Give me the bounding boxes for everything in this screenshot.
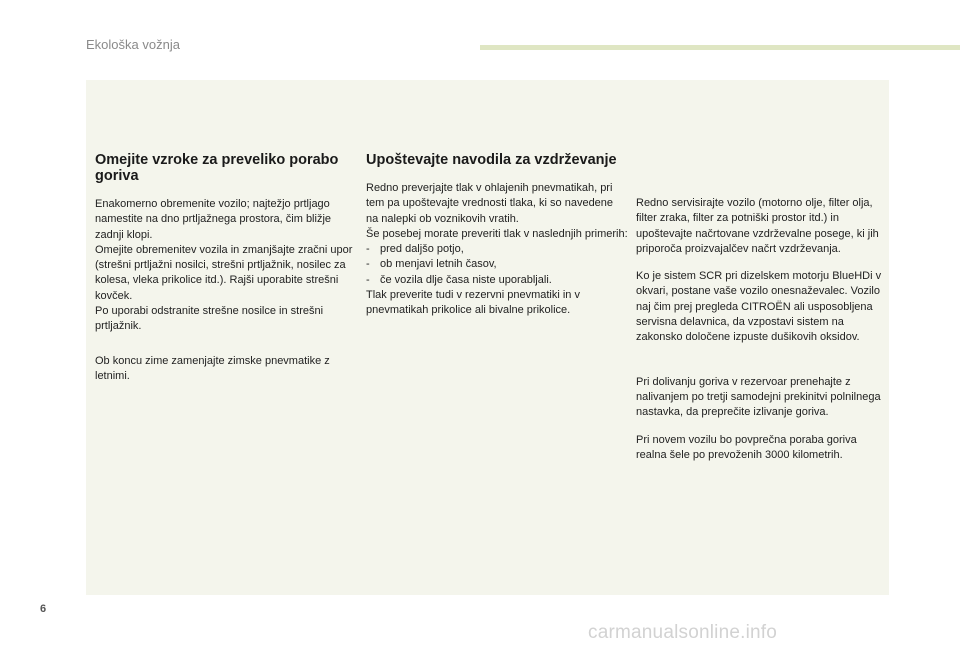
column-maintenance: [366, 152, 628, 319]
page-number: 6: [40, 603, 47, 615]
tyre-pressure-paragraph: Redno preverjajte tlak v ohlajenih pnevmatikah, pri tem pa upoštevajte vrednosti tlaka, ki so navedene na nalepki ob voznikovih vratih.: [366, 182, 614, 225]
scr-system-paragraph: Ko je sistem SCR pri dizelskem motorju BlueHDi v okvari, postane vaše vozilo onesnaževalec. Vozilo naj čim prej pregleda CITROËN ali usposobljena servisna delavnica, da vzpostavi sistem na zakonsko določene izpuste dušikovih oksidov.: [636, 270, 882, 344]
fuel-consumption-heading: Omejite vzroke za preveliko porabo goriva: [95, 152, 339, 184]
section-title: Ekološka vožnja: [86, 37, 180, 52]
pressure-cases-intro: Še posebej morate preveriti tlak v naslednjih primerih:: [366, 227, 628, 240]
servicing-paragraph: Redno servisirajte vozilo (motorno olje, filter olja, filter zraka, filter za potniški prostor itd.) in upoštevajte načrtovane vzdrževalne posege, ki jih priporoča proizvajalčev načrt vzdrževanja.: [636, 197, 879, 255]
column-fuel-consumption: [95, 152, 357, 384]
watermark: carmanualsonline.info: [588, 622, 778, 643]
average-consumption-paragraph: Pri novem vozilu bo povprečna poraba goriva realna šele po prevoženih 3000 kilometrih.: [636, 433, 857, 461]
roof-rack-paragraph: Po uporabi odstranite strešne nosilce in strešni prtljažnik.: [95, 305, 324, 333]
maintenance-heading: Upoštevajte navodila za vzdrževanje: [366, 152, 617, 168]
list-item: - če vozila dlje časa niste uporabljali.: [366, 273, 628, 288]
list-item: - pred daljšo potjo,: [366, 242, 628, 257]
header-accent-bar: [480, 45, 960, 50]
column-servicing: [636, 196, 882, 463]
list-item: - ob menjavi letnih časov,: [366, 257, 628, 272]
spare-tyre-paragraph: Tlak preverite tudi v rezervni pnevmatiki in v pnevmatikah prikolice ali bivalne prikolice.: [366, 289, 580, 317]
drag-paragraph: Omejite obremenitev vozila in zmanjšajte zračni upor (strešni prtljažni nosilci, strešni prtljažnik, nosilec za kolesa, vleka prikolice itd.). Rajši uporabite strešni kovček.: [95, 243, 353, 302]
refuelling-paragraph: Pri dolivanju goriva v rezervoar prenehajte z nalivanjem po tretji samodejni prekinitvi polnilnega nastavka, da preprečite izlivanje goriva.: [636, 375, 881, 419]
pressure-cases-list: [366, 242, 628, 288]
load-paragraph: Enakomerno obremenite vozilo; najtežjo prtljago namestite na dno prtljažnega prostora, čim bližje zadnji klopi.: [95, 198, 332, 241]
winter-tyres-paragraph: Ob koncu zime zamenjajte zimske pnevmatike z letnimi.: [95, 354, 330, 382]
